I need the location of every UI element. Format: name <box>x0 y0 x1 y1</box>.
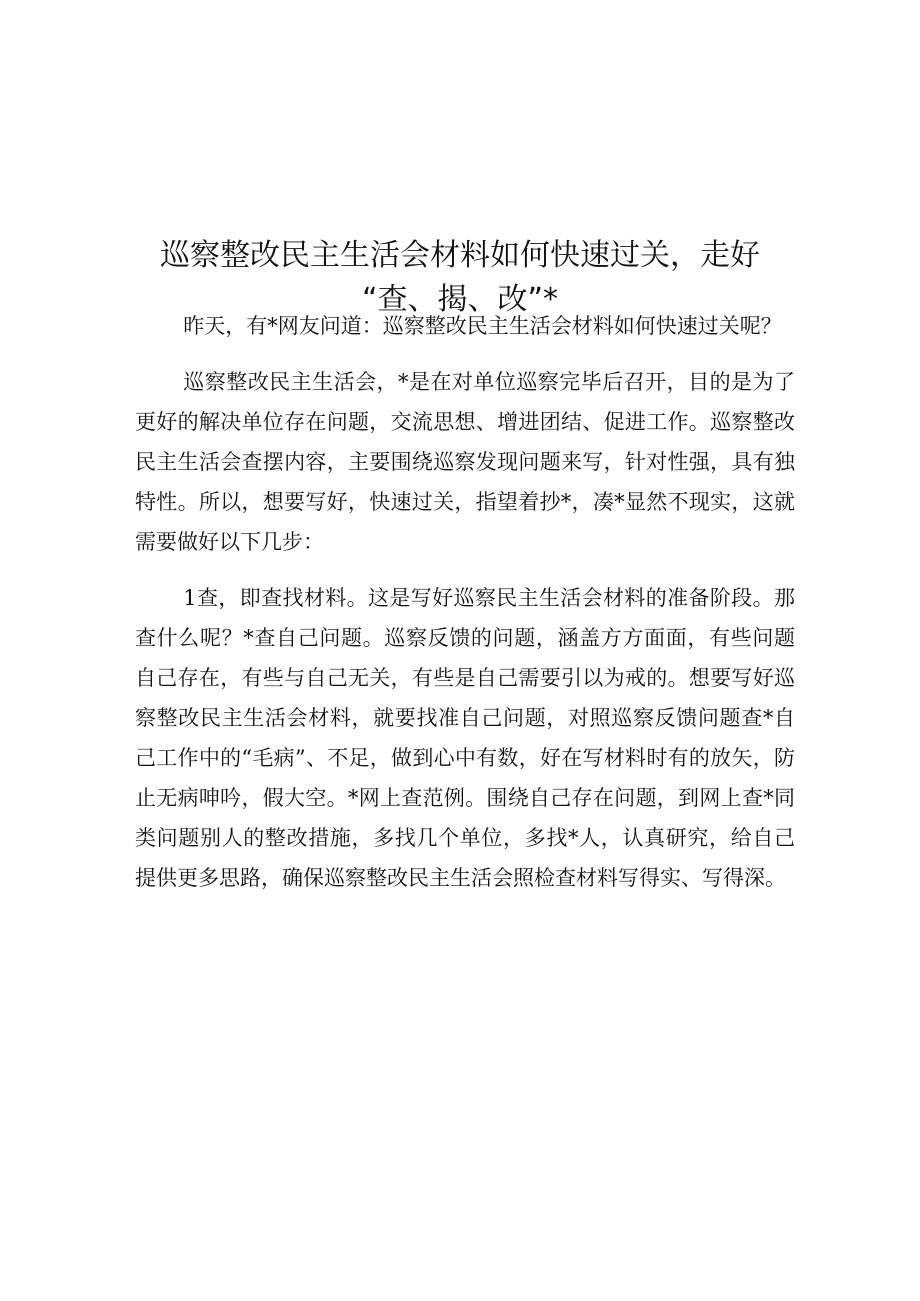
paragraph-background: 巡察整改民主生活会，*是在对单位巡察完毕后召开，目的是为了更好的解决单位存在问题，交流思想、增进团结、促进工作。巡察整改民主生活会查摆内容，主要围绕巡察发现问题来写，针对性强，具有独特性。所以，想要写好，快速过关，指望着抄*，凑*显然不现实，这就需要做好以下几步： <box>135 370 795 554</box>
paragraph-intro: 昨天，有*网友问道：巡察整改民主生活会材料如何快速过关呢？ <box>183 314 782 338</box>
document-body <box>135 306 795 914</box>
title-line-2: “查、揭、改”* <box>361 282 559 318</box>
paragraph-step-check: 1查，即查找材料。这是写好巡察民主生活会材料的准备阶段。那查什么呢？*查自己问题。巡察反馈的问题，涵盖方方面面，有些问题自己存在，有些与自己无关，有些是自己需要引以为戒的。想要写好巡察整改民主生活会材料，就要找准自己问题，对照巡察反馈问题查*自己工作中的“毛病”、不足，做到心中有数，好在写材料时有的放矢，防止无病呻吟，假大空。*网上查范例。围绕自己存在问题，到网上查*同类问题别人的整改措施，多找几个单位，多找*人，认真研究，给自己提供更多思路，确保巡察整改民主生活会照检查材料写得实、写得深。 <box>135 586 795 890</box>
title-line-1: 巡察整改民主生活会材料如何快速过关，走好 <box>160 238 760 274</box>
